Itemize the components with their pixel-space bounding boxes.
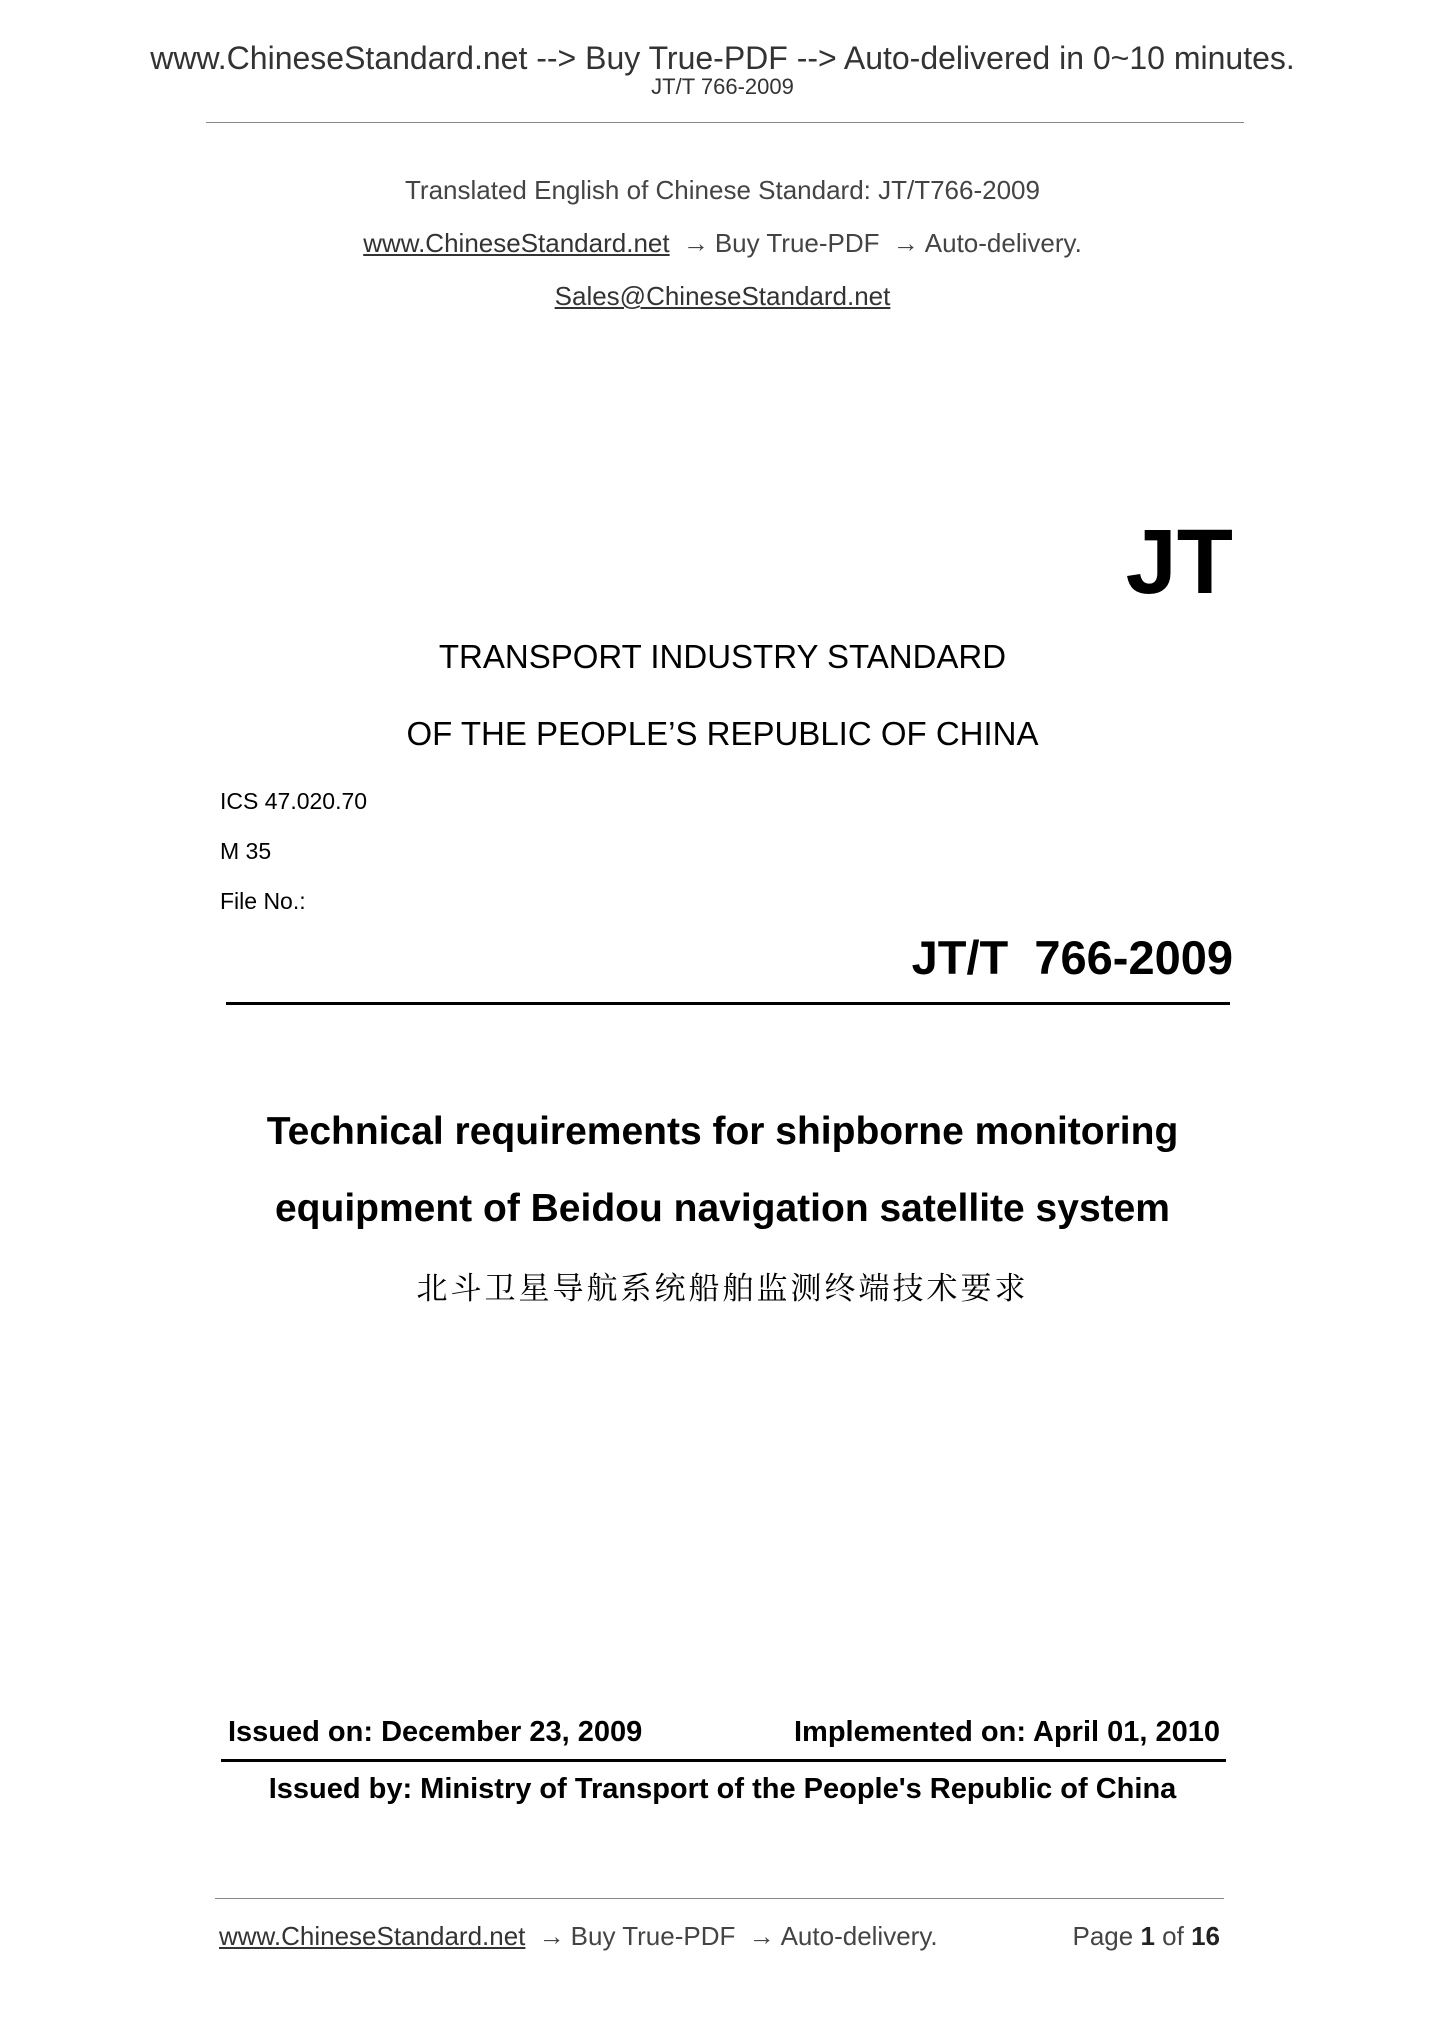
file-number: File No.: xyxy=(220,888,306,914)
m-code: M 35 xyxy=(220,838,272,864)
arrow-right-icon: → xyxy=(682,228,709,258)
footer-buy-line xyxy=(219,1921,938,1952)
standard-line-2: OF THE PEOPLE’S REPUBLIC OF CHINA xyxy=(406,715,1039,752)
jt-logo-text: JT xyxy=(1125,511,1233,613)
issued-by: Issued by: Ministry of Transport of the People's Republic of China xyxy=(268,1773,1177,1805)
chinese-title: 北斗卫星导航系统船舶监测终端技术要求 xyxy=(416,1271,1029,1307)
footer-site-link[interactable]: www.ChineseStandard.net xyxy=(219,1921,526,1951)
top-banner[interactable]: www.ChineseStandard.net --> Buy True-PDF --> Auto-delivered in 0~10 minutes. xyxy=(150,40,1295,76)
document-number: JT/T 766-2009 xyxy=(911,931,1233,984)
of-label: of xyxy=(1162,1921,1184,1951)
issued-on: Issued on: December 23, 2009 xyxy=(228,1716,643,1748)
buy-text: Buy True-PDF xyxy=(714,228,880,258)
arrow-right-icon: → xyxy=(748,1921,775,1951)
doc-number-divider xyxy=(226,1002,1230,1005)
standard-line-1: TRANSPORT INDUSTRY STANDARD xyxy=(438,638,1007,675)
translated-line: Translated English of Chinese Standard: JT/T766-2009 xyxy=(405,175,1040,205)
footer-auto-text: Auto-delivery. xyxy=(780,1921,938,1951)
issue-divider xyxy=(221,1759,1226,1762)
footer-divider xyxy=(215,1898,1224,1899)
buy-line xyxy=(0,228,1445,259)
implemented-on: Implemented on: April 01, 2010 xyxy=(794,1716,1220,1748)
arrow-right-icon: → xyxy=(538,1921,565,1951)
auto-delivery-text: Auto-delivery. xyxy=(924,228,1082,258)
title-line-2: equipment of Beidou navigation satellite system xyxy=(274,1187,1170,1230)
site-link[interactable]: www.ChineseStandard.net xyxy=(363,228,670,258)
email-line xyxy=(0,281,1445,312)
arrow-right-icon: → xyxy=(892,228,919,258)
page-label: Page xyxy=(1072,1921,1134,1951)
header-doc-code: JT/T 766-2009 xyxy=(651,74,794,99)
page-number: 1 xyxy=(1140,1921,1155,1951)
title-line-1: Technical requirements for shipborne monitoring xyxy=(266,1110,1179,1153)
footer-buy-text: Buy True-PDF xyxy=(570,1921,736,1951)
header-divider xyxy=(206,122,1244,123)
total-pages: 16 xyxy=(1191,1921,1220,1951)
page-indicator xyxy=(1072,1921,1220,1952)
email-link[interactable]: Sales@ChineseStandard.net xyxy=(554,281,891,311)
ics-code: ICS 47.020.70 xyxy=(220,788,368,814)
